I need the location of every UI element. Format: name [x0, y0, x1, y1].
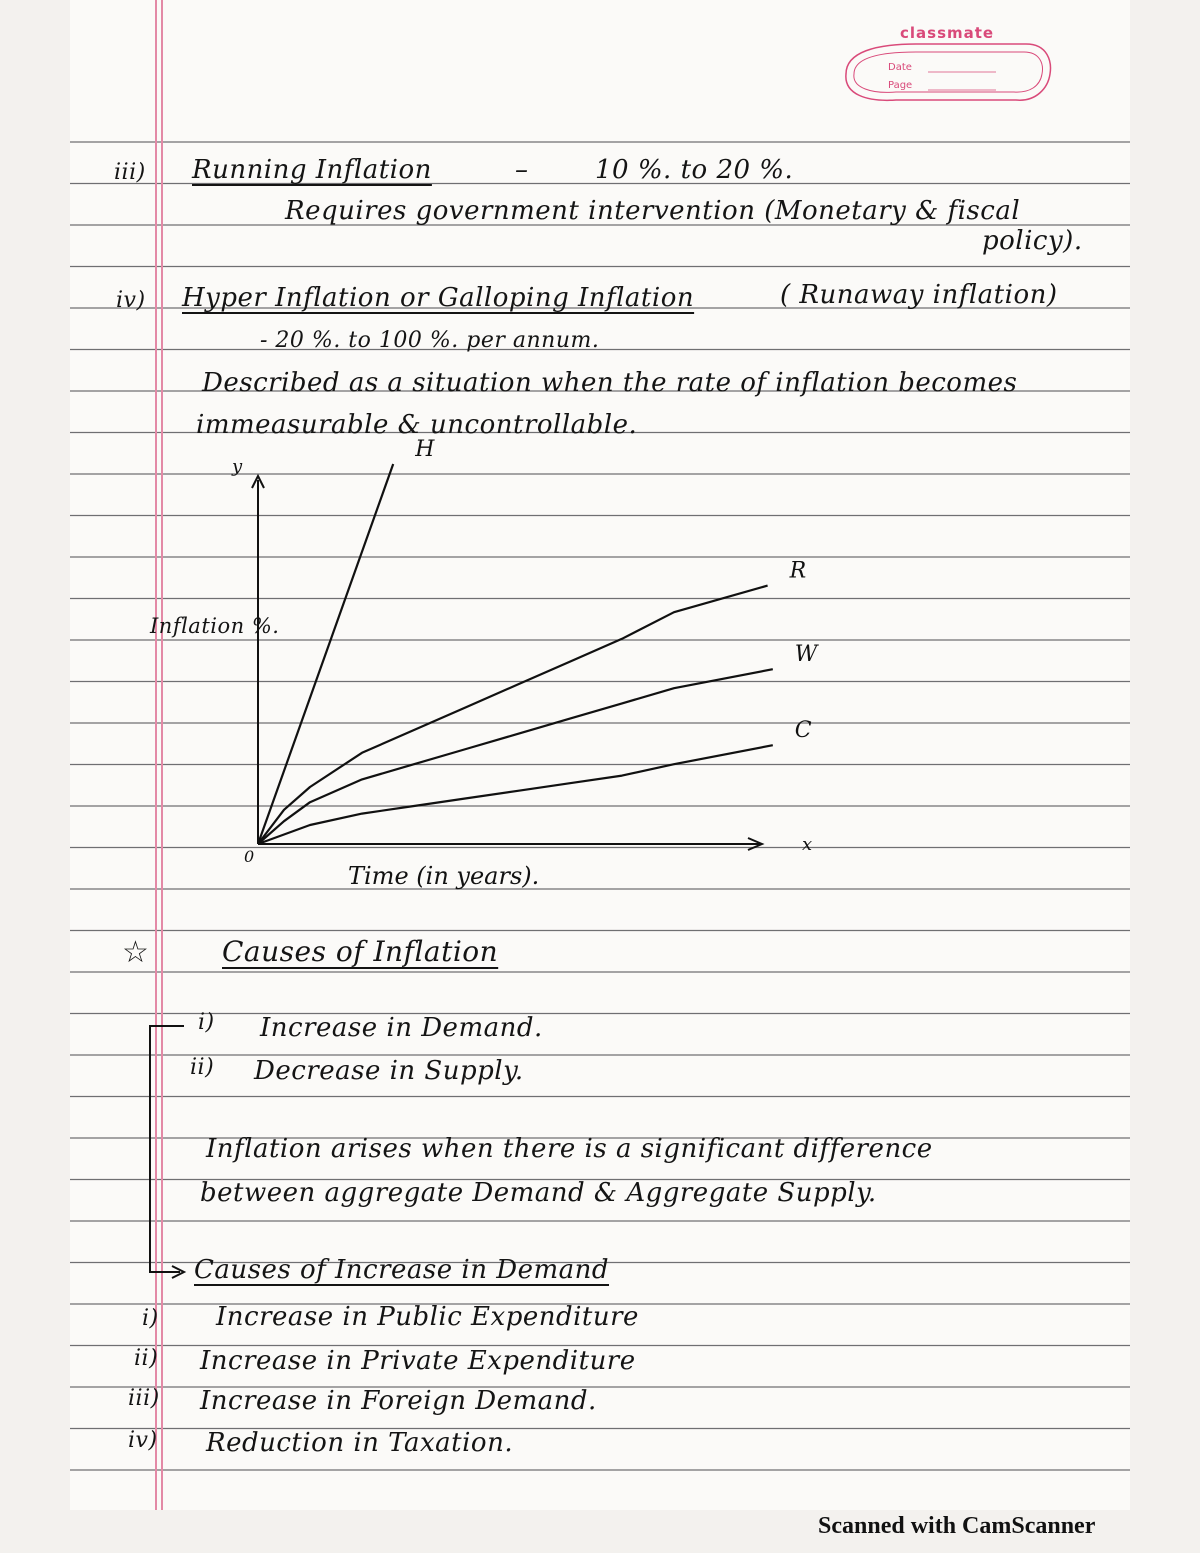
date-label: Date — [888, 62, 912, 73]
chart-x-axis-letter: x — [802, 834, 813, 855]
item-iii-range: 10 %. to 20 %. — [595, 155, 794, 185]
star-icon: ☆ — [122, 935, 150, 970]
cause-1-text: Increase in Demand. — [260, 1013, 543, 1043]
brand-logo — [836, 22, 1056, 112]
demand-2-number: ii) — [134, 1346, 159, 1371]
series-label-W: W — [794, 642, 818, 668]
series-line-C — [258, 745, 773, 844]
demand-3-number: iii) — [128, 1386, 160, 1411]
cause-2-number: ii) — [190, 1055, 215, 1080]
series-line-W — [258, 669, 773, 844]
item-iv-title: Hyper Inflation or Galloping Inflation — [182, 283, 695, 313]
item-iv-range: - 20 %. to 100 %. per annum. — [260, 328, 600, 353]
item-iii-line3: policy). — [982, 226, 1083, 256]
page-label: Page — [888, 80, 913, 91]
causes-para1: Inflation arises when there is a significant difference — [206, 1134, 933, 1164]
scanner-footer: Scanned with CamScanner — [818, 1513, 1096, 1539]
demand-2-text: Increase in Private Expenditure — [200, 1346, 636, 1376]
item-iii-line2: Requires government intervention (Monetary & fiscal — [285, 196, 1021, 226]
chart-origin-label: 0 — [244, 847, 255, 866]
causes-para2: between aggregate Demand & Aggregate Supply. — [200, 1178, 877, 1208]
series-line-H — [258, 464, 393, 844]
demand-3-text: Increase in Foreign Demand. — [200, 1386, 597, 1416]
cause-2-text: Decrease in Supply. — [254, 1056, 524, 1086]
cause-1-number: i) — [198, 1010, 215, 1035]
causes-heading: Causes of Inflation — [222, 935, 499, 968]
item-iv-desc1: Described as a situation when the rate of inflation becomes — [202, 368, 1018, 398]
item-iv-desc2: immeasurable & uncontrollable. — [196, 410, 638, 440]
item-iii-number: iii) — [114, 160, 146, 185]
bracket-arrow-icon — [140, 1020, 210, 1280]
demand-4-number: iv) — [128, 1428, 158, 1453]
item-iii-dash: – — [515, 155, 529, 185]
inflation-chart — [140, 437, 900, 900]
series-label-R: R — [789, 558, 807, 584]
demand-1-text: Increase in Public Expenditure — [216, 1302, 639, 1332]
item-iv-number: iv) — [116, 288, 146, 313]
item-iv-paren: ( Runaway inflation) — [780, 280, 1058, 310]
demand-heading: Causes of Increase in Demand — [194, 1255, 610, 1285]
item-iii-title: Running Inflation — [192, 155, 432, 185]
series-label-C: C — [794, 718, 812, 744]
chart-y-axis-letter: y — [232, 456, 243, 477]
series-label-H: H — [415, 437, 435, 462]
demand-1-number: i) — [142, 1306, 159, 1331]
chart-ylabel: Inflation %. — [150, 614, 280, 638]
chart-xlabel: Time (in years). — [348, 862, 540, 890]
demand-4-text: Reduction in Taxation. — [206, 1428, 514, 1458]
series-line-R — [258, 586, 768, 844]
notebook-page — [70, 0, 1130, 1510]
brand-name: classmate — [900, 24, 995, 42]
